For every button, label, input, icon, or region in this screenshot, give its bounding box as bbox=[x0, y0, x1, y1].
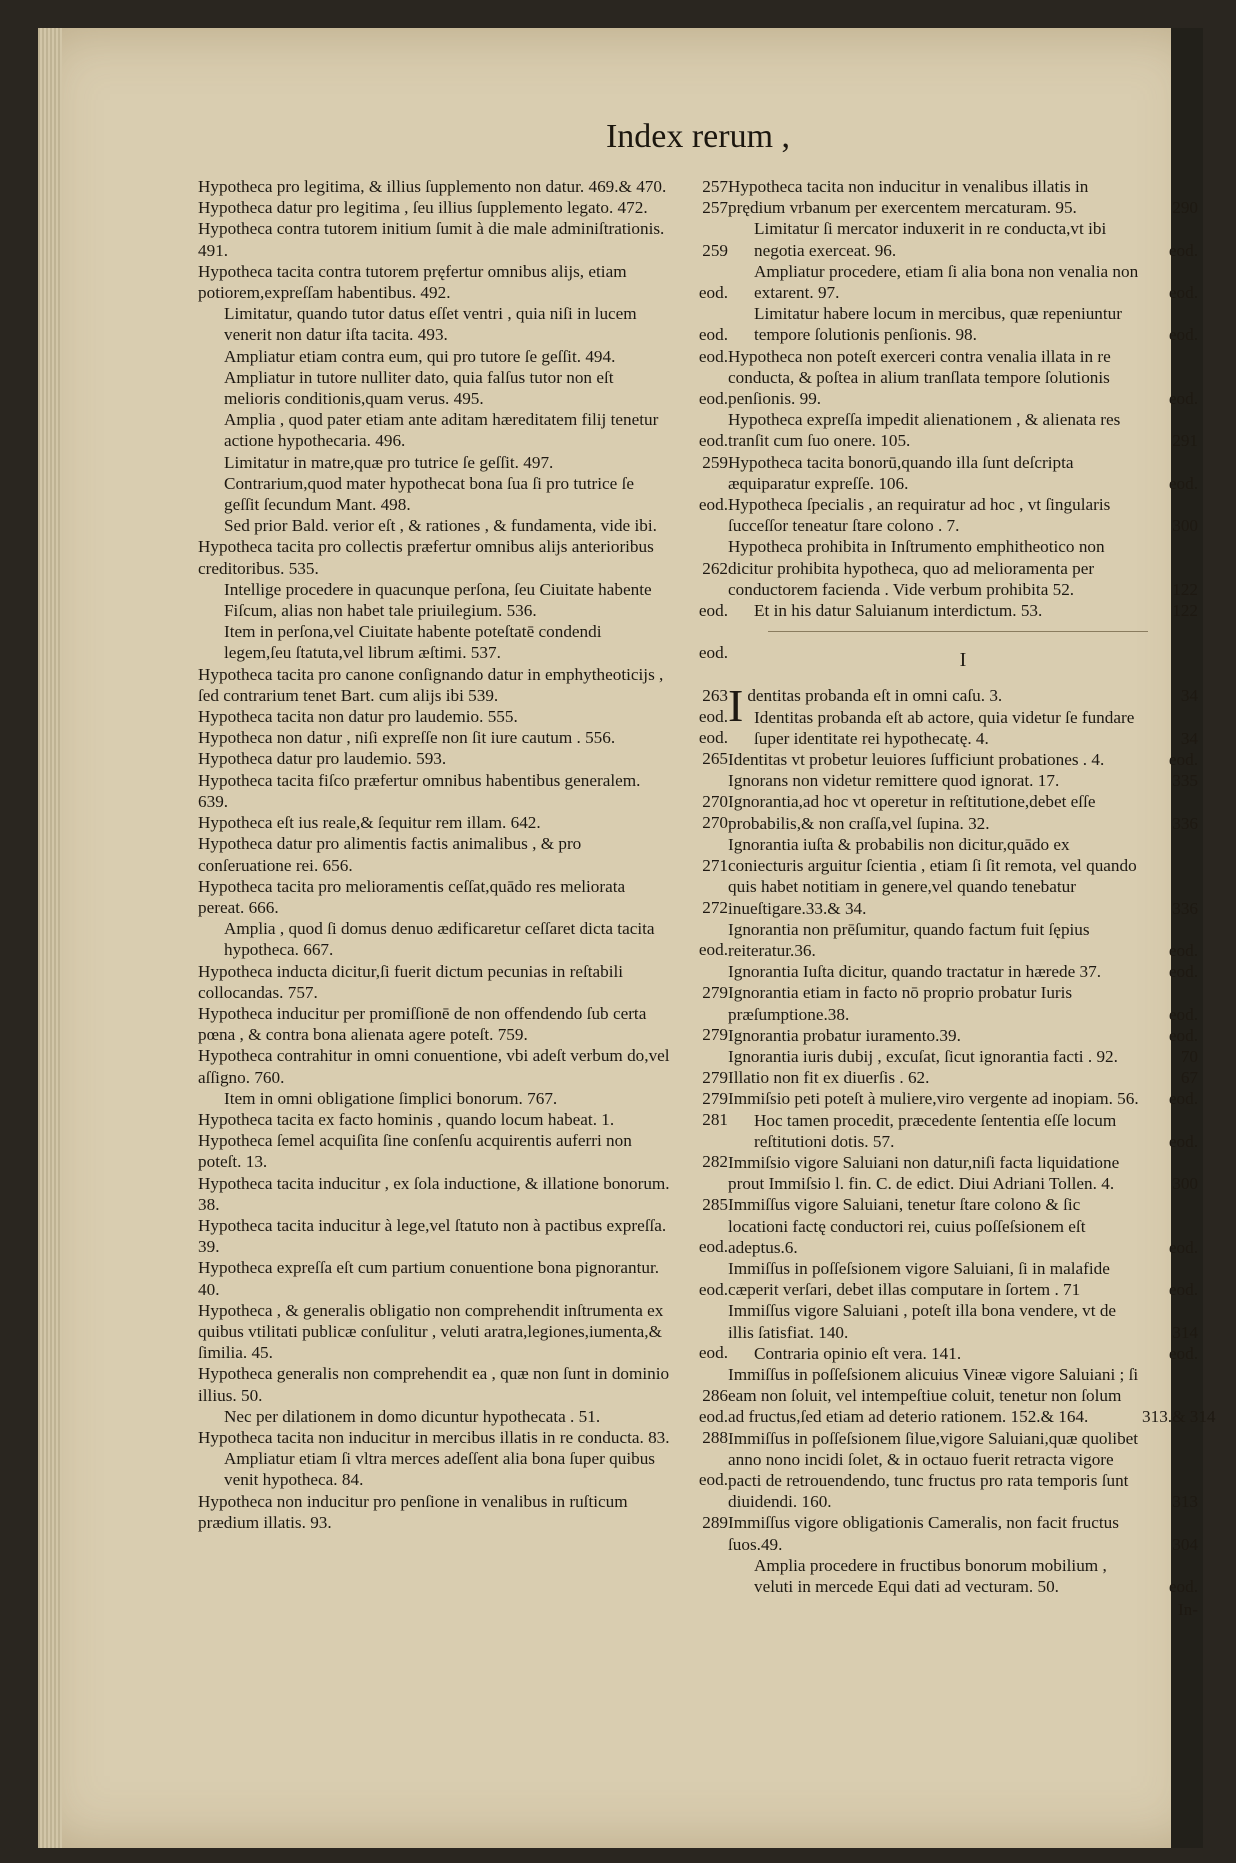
index-entry bbox=[198, 664, 728, 706]
page-reference: eod. bbox=[698, 283, 728, 303]
entry-text: Amplia , quod pater etiam ante aditam hæreditatem filij tenetur actione hypothecaria. 496. bbox=[224, 410, 659, 451]
page-reference: eod. bbox=[698, 643, 728, 663]
index-entry bbox=[198, 515, 728, 536]
page-reference: 279 bbox=[702, 1088, 728, 1108]
index-entry bbox=[728, 1343, 1198, 1364]
entry-text: Amplia , quod ſi domus denuo ædificaretur ceſſaret dicta tacita hypotheca. 667. bbox=[224, 919, 655, 960]
page-reference: 122 bbox=[1172, 601, 1198, 621]
index-entry bbox=[198, 1130, 728, 1172]
page-reference: 265 bbox=[702, 749, 728, 769]
entry-text: Et in his datur Saluianum interdictum. 53. bbox=[754, 601, 1043, 621]
entry-text: Ignorantia Iuſta dicitur, quando tractatur in hærede 37. bbox=[728, 962, 1102, 982]
entry-text: Ignorantia iuſta & probabilis non dicitur,quādo ex coniecturis arguitur ſcientia , etiam ſi ſit remota, vel quando quis habet notitiam in genere,vel quando tenebatur inueſtigare.33.& 34. bbox=[728, 834, 1137, 918]
page-reference: 263 bbox=[702, 685, 728, 705]
entry-text: Contrarium,quod mater hypothecat bona ſua ſi pro tutrice ſe geſſit ſecundum Mant. 498. bbox=[224, 473, 634, 515]
entry-text: Sed prior Bald. verior eſt , & rationes , & fundamenta, vide ibi. bbox=[224, 516, 657, 536]
entry-text: Hypotheca tacita ex facto hominis , quando locum habeat. 1. bbox=[198, 1109, 615, 1129]
entry-text: Ampliatur etiam contra eum, qui pro tutore ſe geſſit. 494. bbox=[224, 346, 616, 366]
page-reference: eod. bbox=[1168, 962, 1198, 982]
entry-text: Hypotheca contra tutorem initium ſumit à die male adminiſtrationis. 491. bbox=[198, 219, 665, 260]
index-entry bbox=[198, 1109, 728, 1130]
page-reference: 290 bbox=[1172, 198, 1198, 218]
page-reference: 270 bbox=[702, 791, 728, 811]
entry-text: Hypotheca tacita inducitur à lege,vel ſtatuto non à pactibus expreſſa. 39. bbox=[198, 1215, 667, 1257]
page-reference: eod. bbox=[698, 1279, 728, 1299]
entry-text: Ampliatur procedere, etiam ſi alia bona non venalia non extarent. 97. bbox=[754, 261, 1139, 303]
page-reference: eod. bbox=[1168, 1577, 1198, 1596]
index-entry bbox=[728, 409, 1198, 451]
page-reference: eod. bbox=[698, 431, 728, 451]
entry-text: Hypotheca non poteſt exerceri contra venalia illata in re conducta, & poſtea in alium tranſlata tempore ſolutionis penſionis. 99. bbox=[728, 346, 1111, 409]
entry-text: Hypotheca tacita pro collectis præfertur omnibus alijs anterioribus creditoribus. 535. bbox=[198, 537, 654, 578]
index-entry bbox=[198, 876, 728, 918]
index-entry bbox=[198, 303, 728, 345]
entry-text: Hypotheca datur pro legitima , ſeu illius ſupplemento legato. 472. bbox=[198, 198, 648, 218]
page-reference: eod. bbox=[1168, 1004, 1198, 1024]
page-reference: 279 bbox=[702, 982, 728, 1002]
entry-text: Ampliatur etiam ſi vltra merces adeſſent alia bona ſuper quibus venit hypotheca. 84. bbox=[224, 1449, 655, 1490]
index-entry bbox=[198, 197, 728, 218]
entry-text: Ignorantia,ad hoc vt operetur in reſtitutione,debet eſſe probabilis,& non craſſa,vel ſupina. 32. bbox=[728, 792, 1096, 833]
page-reference: 272 bbox=[702, 897, 728, 917]
page-reference: 313.& 314 bbox=[1142, 1407, 1216, 1427]
page-reference: eod. bbox=[1168, 1131, 1198, 1151]
index-entry bbox=[198, 748, 728, 769]
page-reference: eod. bbox=[698, 1237, 728, 1257]
entries-h-continued bbox=[728, 176, 1198, 621]
entry-text: Amplia procedere in fructibus bonorum mobilium , veluti in mercede Equi dati ad vecturam. 50. bbox=[754, 1555, 1107, 1596]
entry-text: Hypotheca contrahitur in omni conuentione, vbi adeſt verbum do,vel aſſigno. 760. bbox=[198, 1046, 670, 1087]
page-reference: eod. bbox=[698, 389, 728, 409]
entry-text: Hypotheca pro legitima, & illius ſupplemento non datur. 469.& 470. bbox=[198, 177, 667, 196]
entry-text: Hypotheca tacita pro canone conſignando datur in emphytheoticijs , ſed contrarium tenet Bart. cum alijs ibi 539. bbox=[198, 664, 664, 705]
page-reference: 282 bbox=[702, 1152, 728, 1172]
entry-text: Limitatur in matre,quæ pro tutrice ſe geſſit. 497. bbox=[224, 452, 554, 472]
entry-text: Intellige procedere in quacunque perſona, ſeu Ciuitate habente Fiſcum, alias non habet tale priuilegium. 536. bbox=[224, 579, 652, 621]
index-entry bbox=[728, 961, 1198, 982]
page-edge-stack bbox=[38, 28, 62, 1848]
index-entry bbox=[198, 346, 728, 367]
entry-text: Hypotheca datur pro alimentis factis animalibus , & pro conſeruatione rei. 656. bbox=[198, 834, 582, 875]
page-reference: 291 bbox=[1172, 431, 1198, 451]
page-reference: eod. bbox=[1168, 1343, 1198, 1363]
index-entry bbox=[728, 303, 1198, 345]
entry-text: Hypotheca tacita non inducitur in venalibus illatis in prędium vrbanum per exercentem mercaturam. 95. bbox=[728, 177, 1089, 218]
page-reference: 259 bbox=[702, 240, 728, 260]
page-reference: eod. bbox=[698, 495, 728, 515]
entry-text: Hypotheca generalis non comprehendit ea , quæ non ſunt in dominio illius. 50. bbox=[198, 1364, 670, 1405]
index-entry bbox=[198, 1491, 728, 1533]
entry-text: Hoc tamen procedit, præcedente ſententia eſſe locum reſtitutioni dotis. 57. bbox=[754, 1110, 1117, 1151]
page-reference: 122 bbox=[1172, 579, 1198, 599]
entry-text: Ignorantia etiam in facto nō proprio probatur Iuris præſumptione.38. bbox=[728, 983, 1073, 1024]
page-reference: 70 bbox=[1180, 1046, 1198, 1066]
index-entry bbox=[198, 1448, 728, 1490]
index-entry bbox=[198, 1406, 728, 1427]
index-entry bbox=[728, 707, 1198, 749]
page-reference: 289 bbox=[702, 1512, 728, 1532]
page-reference: eod. bbox=[698, 1406, 728, 1426]
index-column-left bbox=[198, 176, 728, 1533]
index-entry bbox=[198, 1215, 728, 1257]
page-reference: 34 bbox=[1180, 686, 1198, 706]
index-entry bbox=[198, 1045, 728, 1087]
page-reference: eod. bbox=[1168, 1280, 1198, 1300]
index-entry bbox=[728, 1194, 1198, 1258]
entry-text: Identitas probanda eſt ab actore, quia videtur ſe fundare ſuper identitate rei hypothecatę. 4. bbox=[754, 707, 1135, 748]
entry-text: Ignorantia non prēſumitur, quando factum fuit ſępius reiteratur.36. bbox=[728, 919, 1090, 960]
index-entry bbox=[198, 621, 728, 663]
entry-text: Hypotheca inducta dicitur,ſi fuerit dictum pecunias in reſtabili collocandas. 757. bbox=[198, 961, 624, 1002]
page-reference: eod. bbox=[698, 1343, 728, 1363]
index-entry bbox=[728, 1067, 1198, 1088]
index-entry bbox=[728, 1025, 1198, 1046]
index-entry bbox=[198, 833, 728, 875]
index-entry bbox=[728, 1364, 1216, 1428]
page-reference: eod. bbox=[1168, 473, 1198, 493]
index-entry bbox=[198, 1173, 728, 1215]
entry-text: Contraria opinio eſt vera. 141. bbox=[754, 1343, 962, 1363]
index-entry bbox=[198, 409, 728, 451]
page-reference: eod. bbox=[1168, 750, 1198, 770]
index-entry bbox=[198, 218, 728, 260]
entry-text: Immiſſus vigore Saluiani, tenetur ſtare colono & ſic locationi factę conductori rei, cuius poſſeſsionem eſt adeptus.6. bbox=[728, 1195, 1086, 1257]
entry-text: Immiſſus vigore obligationis Cameralis, non facit fructus ſuos.49. bbox=[728, 1513, 1119, 1554]
index-entry bbox=[728, 770, 1198, 791]
index-entry bbox=[728, 749, 1198, 770]
index-entry bbox=[198, 727, 728, 748]
entry-text: Hypotheca expreſſa eſt cum partium conuentione bona pignorantur. 40. bbox=[198, 1258, 660, 1299]
page-reference: eod. bbox=[698, 728, 728, 748]
entry-text: Hypotheca eſt ius reale,& ſequitur rem illam. 642. bbox=[198, 813, 541, 833]
index-entry bbox=[728, 982, 1198, 1024]
index-entry bbox=[728, 834, 1198, 919]
entry-text: Nec per dilationem in domo dicuntur hypothecata . 51. bbox=[224, 1406, 601, 1426]
index-entry bbox=[198, 1003, 728, 1045]
page-reference: 259 bbox=[702, 452, 728, 472]
entry-text: Identitas vt probetur leuiores ſufficiunt probationes . 4. bbox=[728, 750, 1105, 770]
index-entry bbox=[198, 536, 728, 578]
index-entry bbox=[198, 770, 728, 812]
entry-text: Hypotheca , & generalis obligatio non comprehendit inſtrumenta ex quibus vtilitati publicæ conſulitur , veluti aratra,legiones,iumenta,& ſimilia. 45. bbox=[198, 1300, 664, 1363]
entry-text: Immiſſus in poſſeſsionem vigore Saluiani, ſi in malafide cæperit verſari, debet illas computare in ſortem . 71 bbox=[728, 1258, 1110, 1300]
page-reference: 335 bbox=[1172, 771, 1198, 791]
page-reference: eod. bbox=[1168, 240, 1198, 260]
index-entry bbox=[198, 367, 728, 409]
entry-text: Illatio non fit ex diuerſis . 62. bbox=[728, 1068, 930, 1088]
entry-text: Immiſſus vigore Saluiani , poteſt illa bona vendere, vt de illis ſatisfiat. 140. bbox=[728, 1301, 1117, 1342]
page-reference: eod. bbox=[1168, 325, 1198, 345]
entry-text: Immiſsio peti poteſt à muliere,viro vergente ad inopiam. 56. bbox=[728, 1089, 1139, 1109]
page-reference: eod. bbox=[1168, 940, 1198, 960]
entry-text: Hypotheca tacita non inducitur in mercibus illatis in re conducta. 83. bbox=[198, 1427, 670, 1447]
page-reference: eod. bbox=[698, 1470, 728, 1490]
entry-text: Hypotheca prohibita in Inſtrumento emphitheotico non dicitur prohibita hypotheca, quo ad melioramenta per conductorem facienda . Vide verbum prohibita 52. bbox=[728, 537, 1105, 599]
index-entry bbox=[728, 1110, 1198, 1152]
index-entry bbox=[198, 812, 728, 833]
index-entry bbox=[728, 1512, 1198, 1554]
index-entry bbox=[198, 1427, 728, 1448]
page-reference: 257 bbox=[702, 198, 728, 218]
page-reference: eod. bbox=[698, 707, 728, 727]
page-reference: eod. bbox=[698, 325, 728, 345]
index-entry bbox=[198, 176, 728, 197]
index-entry bbox=[728, 452, 1198, 494]
entry-text: Hypotheca tacita pro melioramentis ceſſat,quādo res meliorata pereat. 666. bbox=[198, 876, 626, 917]
page-reference: eod. bbox=[698, 940, 728, 960]
index-entry bbox=[728, 919, 1198, 961]
index-entry bbox=[198, 1300, 728, 1364]
entry-text: Hypotheca tacita contra tutorem pręfertur omnibus alijs, etiam potiorem,expreſſam habentibus. 492. bbox=[198, 261, 627, 303]
page-reference: eod. bbox=[1168, 1237, 1198, 1257]
entry-text: Limitatur, quando tutor datus eſſet ventri , quia niſi in lucem venerit non datur iſta tacita. 493. bbox=[224, 304, 637, 345]
entry-text: Limitatur ſi mercator induxerit in re conducta,vt ibi negotia exerceat. 96. bbox=[754, 219, 1107, 260]
page-reference: eod. bbox=[1168, 389, 1198, 409]
page-reference: eod. bbox=[698, 346, 728, 366]
index-entry bbox=[198, 452, 728, 473]
drop-cap: I bbox=[728, 680, 744, 732]
entry-text: Ignorans non videtur remittere quod ignorat. 17. bbox=[728, 771, 1060, 791]
index-entry bbox=[728, 536, 1198, 600]
index-entry bbox=[198, 706, 728, 727]
page-reference: 279 bbox=[702, 1067, 728, 1087]
page-reference: 281 bbox=[702, 1109, 728, 1129]
page-reference: 288 bbox=[702, 1427, 728, 1447]
index-entry bbox=[728, 261, 1198, 303]
section-divider bbox=[768, 631, 1148, 632]
index-entry bbox=[728, 1428, 1198, 1513]
page-reference: 285 bbox=[702, 1194, 728, 1214]
entry-text: Hypotheca inducitur per promiſſionē de non offendendo ſub certa pœna , & contra bona alienata agere poteſt. 759. bbox=[198, 1003, 647, 1045]
index-column-right bbox=[728, 176, 1216, 1620]
entry-text: Item in omni obligatione ſimplici bonorum. 767. bbox=[224, 1088, 558, 1108]
book-page bbox=[38, 28, 1216, 1848]
page-header: Index rerum , bbox=[605, 118, 791, 155]
entry-text: Ampliatur in tutore nulliter dato, quia falſus tutor non eſt melioris conditionis,quam verus. 495. bbox=[224, 367, 614, 409]
page-reference: 67 bbox=[1180, 1068, 1198, 1088]
page-reference: eod. bbox=[1168, 283, 1198, 303]
page-reference: 300 bbox=[1172, 1174, 1198, 1194]
index-entry bbox=[198, 1088, 728, 1109]
index-entry bbox=[728, 176, 1198, 218]
index-entry bbox=[728, 1046, 1198, 1067]
entry-text: Hypotheca tacita inducitur , ex ſola inductione, & illatione bonorum. 38. bbox=[198, 1173, 670, 1214]
page-reference: 279 bbox=[702, 1025, 728, 1045]
entry-text: Hypotheca non inducitur pro penſione in venalibus in ruſticum prædium illatis. 93. bbox=[198, 1491, 628, 1532]
entry-text: Hypotheca non datur , niſi expreſſe non ſit iure cautum . 556. bbox=[198, 728, 616, 748]
index-entry bbox=[728, 791, 1198, 833]
index-entry bbox=[728, 1088, 1198, 1109]
page-reference: 304 bbox=[1172, 1534, 1198, 1554]
entry-text: Hypotheca tacita fiſco præfertur omnibus habentibus generalem. 639. bbox=[198, 770, 641, 811]
catchword: In- bbox=[1177, 1600, 1198, 1620]
index-entry bbox=[728, 1300, 1198, 1342]
entry-text: Immiſſus in poſſeſsionem alicuius Vineæ vigore Saluiani ; ſi eam non ſoluit, vel intempeſtiue coluit, tenetur non ſolum ad fructus,ſed etiam ad deterio rationem. 152.& 164. bbox=[728, 1364, 1139, 1427]
entry-text: Ignorantia probatur iuramento.39. bbox=[728, 1025, 961, 1045]
entry-text: Hypotheca datur pro laudemio. 593. bbox=[198, 749, 447, 769]
entry-text: Hypotheca ſpecialis , an requiratur ad hoc , vt ſingularis ſucceſſor teneatur ſtare colono . 7. bbox=[728, 495, 1111, 536]
index-entry bbox=[728, 600, 1198, 621]
page-reference: eod. bbox=[1168, 1089, 1198, 1109]
entry-text: Ignorantia iuris dubij , excuſat, ſicut ignorantia facti . 92. bbox=[728, 1046, 1118, 1066]
page-reference: 262 bbox=[702, 558, 728, 578]
page-reference: eod. bbox=[1168, 1025, 1198, 1045]
index-entry bbox=[728, 494, 1198, 536]
index-entry bbox=[198, 261, 728, 303]
page-reference: 336 bbox=[1172, 813, 1198, 833]
page-reference: 34 bbox=[1180, 728, 1198, 748]
index-entry bbox=[198, 961, 728, 1003]
entries-i bbox=[728, 680, 1216, 1597]
index-entry bbox=[198, 918, 728, 960]
entry-text: Immiſſus in poſſeſsionem ſilue,vigore Saluiani,quæ quolibet anno nono incidi ſolet, & in octauo fuerit retracta vigore pacti de retrouendendo, tunc fructus pro rata temporis ſunt diuidendi. 160. bbox=[728, 1428, 1139, 1512]
index-entry bbox=[728, 1152, 1198, 1194]
page-reference: 300 bbox=[1172, 516, 1198, 536]
entry-text: Item in perſona,vel Ciuitate habente poteſtatē condendi legem,ſeu ſtatuta,vel librum æſtimi. 537. bbox=[224, 622, 602, 663]
page-reference: 271 bbox=[702, 855, 728, 875]
page-reference: 270 bbox=[702, 813, 728, 833]
index-entry bbox=[198, 579, 728, 621]
entry-text: Hypotheca ſemel acquiſita ſine conſenſu acquirentis auferri non poteſt. 13. bbox=[198, 1131, 632, 1172]
page-reference: 336 bbox=[1172, 898, 1198, 918]
index-entry bbox=[728, 1555, 1198, 1597]
index-entry bbox=[198, 1257, 728, 1299]
index-entry bbox=[198, 1363, 728, 1405]
index-entry bbox=[728, 346, 1198, 410]
section-letter-i: I bbox=[959, 649, 967, 672]
page-reference: 257 bbox=[702, 177, 728, 196]
page-reference: 314 bbox=[1172, 1322, 1198, 1342]
entry-text: Immiſsio vigore Saluiani non datur,niſi facta liquidatione prout Immiſsio l. fin. C. de edict. Diui Adriani Tollen. 4. bbox=[728, 1152, 1120, 1194]
index-entry bbox=[728, 1258, 1198, 1300]
page-reference: 286 bbox=[702, 1385, 728, 1405]
page-reference: eod. bbox=[698, 601, 728, 621]
entry-text: Hypotheca tacita non datur pro laudemio. 555. bbox=[198, 707, 518, 727]
index-entry bbox=[728, 218, 1198, 260]
entry-text: Identitas probanda eſt in omni caſu. 3. bbox=[728, 680, 1003, 732]
entry-text: Hypotheca expreſſa impedit alienationem , & alienata res tranſit cum ſuo onere. 105. bbox=[728, 410, 1121, 451]
index-entry bbox=[198, 473, 728, 515]
entry-text: Hypotheca tacita bonorū,quando illa ſunt deſcripta æquiparatur expreſſe. 106. bbox=[728, 452, 1074, 493]
page-reference: 313 bbox=[1172, 1492, 1198, 1512]
entry-text: Limitatur habere locum in mercibus, quæ repeniuntur tempore ſolutionis penſionis. 98. bbox=[754, 304, 1122, 345]
